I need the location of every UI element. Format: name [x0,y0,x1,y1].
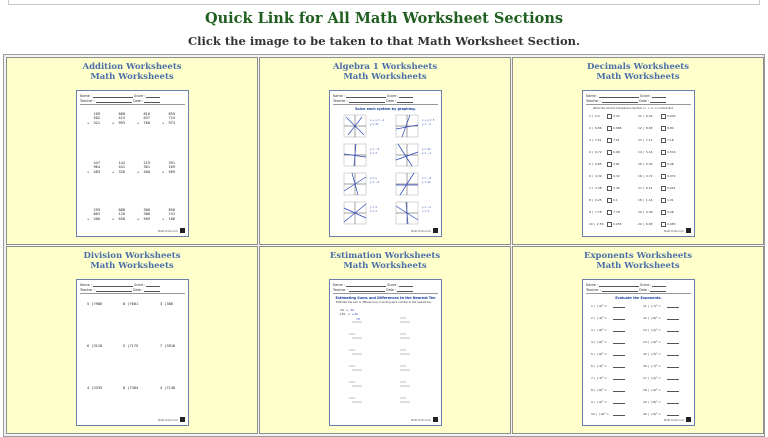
svg-text:x = 3: x = 3 [422,210,430,213]
answer-box [661,186,666,191]
answer-line [667,367,679,368]
svg-text:x + y = −1: x + y = −1 [370,119,385,122]
exponent-item: 12 ) (-8)² = [643,316,661,320]
svg-text:y = −x: y = −x [422,123,432,126]
svg-text:y = −3: y = −3 [370,148,380,151]
cell-algebra[interactable] [259,57,511,245]
decimal-item: 7.78 [613,210,620,214]
worksheet-grid [3,54,765,437]
exponent-item: 19 ) (-8)² = [643,400,661,404]
answer-box [607,222,612,227]
thumb-addition[interactable]: Name : Score : Teacher : Date : 169 502 + 321 668 415 + 993 816 637 + 766 855 724 + 973 447 964 + 483 142 441 + 326 219 361 + 500 391 169 + 569 259 863 + 206 688 120 + 658 360 380 + 569 850 741 + 106 Math-Drills.Com [76,90,189,237]
answer-box [607,162,612,167]
decimal-item: 0.32 [613,114,620,118]
qr-code-icon [433,228,438,233]
decimal-item: 7 ) 3.38 [589,186,602,190]
top-border [8,0,760,5]
answer-box [661,138,666,143]
decimal-item: 0.072 [667,174,676,178]
decimal-item: 0.81 [613,162,620,166]
decimal-item: 11 ) 6.42 [638,114,653,118]
exponent-item: 5 ) (-6)³ = [591,352,607,356]
cell-title-addition[interactable]: Addition Worksheets Math Worksheets [82,62,182,82]
cell-title-algebra[interactable]: Algebra 1 Worksheets Math Worksheets [332,62,438,82]
exponent-item: 8 ) (-6)² = [591,388,607,392]
decimal-item: 7.51 [613,138,620,142]
answer-line [613,403,625,404]
decimal-item: 4 ) 6.72 [589,150,602,154]
decimal-item: 3.35 [613,186,620,190]
decimal-item: 9 ) 7.78 [589,210,602,214]
cell-title-exponents[interactable]: Exponents Worksheets Math Worksheets [584,251,692,271]
svg-text:y = 2x: y = 2x [370,123,379,126]
decimal-item: 8.84 [667,126,674,130]
thumb-algebra[interactable]: Name : Score : Teacher : Date : Solve each system by graphing. x + y = −1 y = 2x x + y = 5 y = −x y = −3 x = 2 y = 2x y = −1 y = x y = −2 x = −4 y = 3x y = 2 x = 1 y = −x x = 3 Math-Drills.Com [329,90,442,237]
decimal-item: 4.32 [613,174,620,178]
graph-grid [344,115,418,224]
exponent-item: 1 ) (-5)³ = [591,304,607,308]
answer-box [607,114,612,119]
answer-line [613,391,625,392]
decimal-item: 0.642 [667,114,676,118]
answer-line [613,367,625,368]
exponent-item: 2 ) (-4)³ = [591,316,607,320]
svg-text:y = 2: y = 2 [370,206,378,209]
svg-text:x = −4: x = −4 [422,177,432,180]
decimal-item: 5 ) 0.85 [589,162,602,166]
answer-line [613,343,625,344]
thumb-decimals[interactable]: Name : Score : Teacher : Date : Write the Correct Comparison Symbol (<, > or =) in Each Box 1 ) 2.4 0.32 11 ) 6.42 0.642 2 ) 6.86 0.686 12 ) 8.83 8.84 3 ) 7.51 7.51 13 ) 7.11 7.18 4 ) 6.72 6.68 14 ) 5.16 0.516 5 ) 0.85 0.81 15 ) 0.36 0.38 6 ) 4.39 4.32 16 ) 0.72 0.072 7 ) 3.38 3.35 17 ) 6.21 0.621 8 ) 0.25 0.1 18 ) 1.16 1.01 9 ) 7.78 7.78 19 ) 9.38 9.38 10 ) 2.53 0.253 20 ) 6.83 0.683 Math-Drills.Com [582,90,695,237]
thumb-estimation[interactable]: Name : Score : Teacher : Date : Estimating Sums and Differences to the Nearest Ten Estimate the sum or difference by rounding each number to the nearest ten. 34 → 30 +35 → +40 70 Math-Drills.Com [329,279,442,426]
answer-line [667,391,679,392]
answer-line [613,319,625,320]
exponent-item: 17 ) (-2)² = [643,376,661,380]
answer-box [607,150,612,155]
cell-title-division[interactable]: Division Worksheets Math Worksheets [83,251,181,271]
exponent-item: 15 ) (-3)² = [643,352,661,356]
cell-division[interactable] [6,246,258,434]
decimal-item: 0.38 [667,162,674,166]
exponent-item: 18 ) (-4)³ = [643,388,661,392]
answer-line [667,307,679,308]
qr-code-icon [433,417,438,422]
decimal-item: 16 ) 0.72 [638,174,653,178]
exponent-item: 20 ) (-5)² = [643,412,661,416]
thumb-exponents[interactable]: Name : Score : Teacher : Date : Evaluate the Exponents. 1 ) (-5)³ = 2 ) (-4)³ = 3 ) (-8)³ = 4 ) (-6)² = 5 ) (-6)³ = 6 ) (-4)² = 7 ) (-3)³ = 8 ) (-6)² = 9 ) (-5)² = 10 ) (-9)² = 11 ) (-7)³ = 12 ) (-8)² = 13 ) (-2)³ = 14 ) (-9)³ = 15 ) (-3)² = 16 ) (-7)² = 17 ) (-2)² = 18 ) (-4)³ = 19 ) (-8)² = 20 ) (-5)² = Math-Drills.Com [582,279,695,426]
exponent-item: 6 ) (-4)² = [591,364,607,368]
answer-box [607,174,612,179]
exponent-item: 14 ) (-9)³ = [643,340,661,344]
decimal-item: 17 ) 6.21 [638,186,653,190]
answer-line [613,331,625,332]
answer-line [667,343,679,344]
decimal-item: 9.38 [667,210,674,214]
answer-box [661,114,666,119]
decimal-item: 2 ) 6.86 [589,126,602,130]
exponent-item: 16 ) (-7)² = [643,364,661,368]
decimal-item: 12 ) 8.83 [638,126,653,130]
decimal-item: 0.683 [667,222,676,226]
decimal-item: 18 ) 1.16 [638,198,653,202]
decimal-item: 13 ) 7.11 [638,138,653,142]
answer-box [661,198,666,203]
decimal-item: 19 ) 9.38 [638,210,653,214]
estimation-items [330,280,442,426]
decimal-item: 8 ) 0.25 [589,198,602,202]
decimal-item: 1.01 [667,198,674,202]
decimal-item: 15 ) 0.36 [638,162,653,166]
page-title: Quick Link for All Math Worksheet Sections [204,10,564,27]
page-subtitle: Click the image to be taken to that Math Worksheet Section. [187,34,581,48]
answer-line [613,415,625,416]
cell-title-estimation[interactable]: Estimation Worksheets Math Worksheets [329,251,441,271]
answer-line [667,415,679,416]
qr-code-icon [180,417,185,422]
exponent-item: 9 ) (-5)² = [591,400,607,404]
svg-text:x + y = 5: x + y = 5 [422,119,435,122]
exponent-item: 4 ) (-6)² = [591,340,607,344]
answer-box [607,210,612,215]
answer-line [667,403,679,404]
answer-box [607,198,612,203]
qr-code-icon [180,228,185,233]
decimal-item: 3 ) 7.51 [589,138,602,142]
svg-text:y = 3x: y = 3x [422,181,431,184]
answer-line [667,319,679,320]
decimal-item: 0.253 [613,222,622,226]
cell-title-decimals[interactable]: Decimals Worksheets Math Worksheets [586,62,690,82]
answer-box [607,186,612,191]
thumb-division[interactable]: Name : Score : Teacher : Date : 5 )7986 8 )7601 3 )386 6 )3218 5 )7175 7 )3918 4 )3335 8 )7384 4 )7148 Math-Drills.Com [76,279,189,426]
answer-box [661,150,666,155]
decimal-item: 0.1 [613,198,618,202]
answer-box [661,126,666,131]
exponent-item: 11 ) (-7)³ = [643,304,661,308]
cell-exponents[interactable] [512,246,764,434]
decimal-item: 7.18 [667,138,674,142]
svg-text:x = 1: x = 1 [370,210,378,213]
decimal-item: 20 ) 6.83 [638,222,653,226]
answer-line [613,379,625,380]
cell-addition[interactable] [6,57,258,245]
svg-text:y = −2: y = −2 [370,181,380,184]
answer-line [667,379,679,380]
answer-line [613,307,625,308]
qr-code-icon [686,417,691,422]
decimal-item: 10 ) 2.53 [589,222,604,226]
answer-line [667,355,679,356]
answer-box [607,126,612,131]
decimal-item: 6.68 [613,150,620,154]
qr-code-icon [686,228,691,233]
cell-decimals[interactable] [512,57,764,245]
decimal-item: 6 ) 4.39 [589,174,602,178]
exponent-item: 3 ) (-8)³ = [591,328,607,332]
exponent-item: 13 ) (-2)³ = [643,328,661,332]
exponent-item: 10 ) (-9)² = [591,412,609,416]
answer-line [667,331,679,332]
svg-text:x = 2: x = 2 [370,152,378,155]
exponent-item: 7 ) (-3)³ = [591,376,607,380]
decimal-item: 0.621 [667,186,676,190]
decimal-item: 0.516 [667,150,676,154]
svg-text:y = 2x: y = 2x [422,148,431,151]
svg-text:y = −x: y = −x [422,206,432,209]
answer-line [613,355,625,356]
decimal-item: 0.686 [613,126,622,130]
algebra-graphs [330,91,442,237]
svg-text:y = −1: y = −1 [422,152,432,155]
answer-box [661,162,666,167]
cell-estimation[interactable] [259,246,511,434]
decimal-item: 14 ) 5.16 [638,150,653,154]
svg-text:y = x: y = x [370,177,377,180]
answer-box [661,210,666,215]
answer-box [661,222,666,227]
answer-box [607,138,612,143]
answer-box [661,174,666,179]
decimal-item: 1 ) 2.4 [589,114,600,118]
